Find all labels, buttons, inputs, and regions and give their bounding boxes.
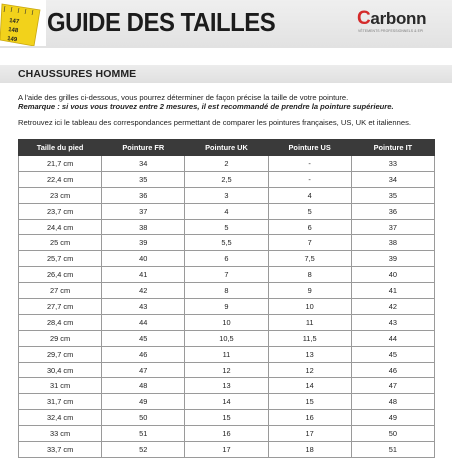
table-row [19,203,435,219]
brand-tagline: VÊTEMENTS PROFESSIONNELS & EPI [358,29,424,33]
table-cell: 48 [102,378,185,394]
table-cell: 39 [351,251,434,267]
measuring-tape-icon [0,0,46,46]
table-cell: 37 [102,203,185,219]
table-cell: 43 [351,314,434,330]
brand-logo [357,9,441,35]
table-cell: 3 [185,187,268,203]
table-cell: 27 cm [19,283,102,299]
table-row [19,378,435,394]
table-cell: 26,4 cm [19,267,102,283]
table-header-row [19,140,435,156]
table-cell: 46 [102,346,185,362]
tape-number: 149 [6,36,18,44]
table-row [19,330,435,346]
column-header: Pointure US [268,140,351,156]
table-cell: 5 [268,203,351,219]
table-row [19,426,435,442]
table-cell: 44 [351,330,434,346]
brand-wordmark [357,9,426,29]
table-cell: 46 [351,362,434,378]
table-cell: 5 [185,219,268,235]
table-cell: 11,5 [268,330,351,346]
table-cell: 5,5 [185,235,268,251]
table-row [19,362,435,378]
table-cell: 29 cm [19,330,102,346]
table-row [19,299,435,315]
table-cell: 24,4 cm [19,219,102,235]
table-cell: 50 [351,426,434,442]
table-cell: 10 [185,314,268,330]
table-row [19,187,435,203]
table-cell: 8 [268,267,351,283]
table-cell: 6 [185,251,268,267]
table-cell: 40 [351,267,434,283]
table-cell: 14 [268,378,351,394]
table-cell: 42 [102,283,185,299]
table-cell: 15 [185,410,268,426]
table-cell: 45 [102,330,185,346]
table-cell: 22,4 cm [19,171,102,187]
table-row [19,394,435,410]
table-cell: 37 [351,219,434,235]
column-header: Pointure UK [185,140,268,156]
column-header: Taille du pied [19,140,102,156]
table-cell: 23,7 cm [19,203,102,219]
table-cell: 10,5 [185,330,268,346]
table-cell: 41 [351,283,434,299]
table-cell: 17 [268,426,351,442]
table-cell: 14 [185,394,268,410]
table-cell: 36 [351,203,434,219]
brand-name: arbonn [370,9,427,28]
page-title: GUIDE DES TAILLES [47,7,276,37]
table-cell: 51 [351,442,434,458]
table-cell: 15 [268,394,351,410]
intro-text: A l'aide des grilles ci-dessous, vous pourrez déterminer de façon précise la taille de votre pointure. [18,93,349,102]
table-cell: 27,7 cm [19,299,102,315]
size-table [18,139,435,458]
tape-number: 148 [7,27,19,35]
table-cell: 48 [351,394,434,410]
table-cell: 12 [268,362,351,378]
table-cell: 25,7 cm [19,251,102,267]
table-cell: 13 [185,378,268,394]
table-row [19,346,435,362]
table-cell: 32,4 cm [19,410,102,426]
table-cell: 36 [102,187,185,203]
table-cell: 28,4 cm [19,314,102,330]
table-cell: 18 [268,442,351,458]
table-cell: 12 [185,362,268,378]
intro-remark: Remarque : si vous vous trouvez entre 2 mesures, il est recommandé de prendre la pointure supérieure. [18,102,394,111]
table-row [19,235,435,251]
table-cell: 38 [351,235,434,251]
table-cell: 33 cm [19,426,102,442]
table-row [19,267,435,283]
table-cell: 30,4 cm [19,362,102,378]
table-cell: 7,5 [268,251,351,267]
table-cell: 7 [185,267,268,283]
table-cell: 45 [351,346,434,362]
table-cell: 10 [268,299,351,315]
intro-text: Retrouvez ici le tableau des correspondances permettant de comparer les pointures françaises, US, UK et italiennes. [18,118,411,127]
table-row [19,283,435,299]
table-cell: 34 [102,156,185,172]
table-cell: 34 [351,171,434,187]
table-row [19,314,435,330]
table-cell: 16 [185,426,268,442]
brand-mark: C [357,8,371,29]
table-cell: 9 [185,299,268,315]
table-cell: 31,7 cm [19,394,102,410]
table-cell: 40 [102,251,185,267]
table-cell: 17 [185,442,268,458]
table-cell: 43 [102,299,185,315]
table-cell: 39 [102,235,185,251]
column-header: Pointure IT [351,140,434,156]
table-cell: 49 [351,410,434,426]
table-cell: 50 [102,410,185,426]
table-row [19,156,435,172]
table-cell: 47 [102,362,185,378]
table-row [19,251,435,267]
table-cell: 4 [268,187,351,203]
table-cell: 33,7 cm [19,442,102,458]
table-cell: 11 [185,346,268,362]
column-header: Pointure FR [102,140,185,156]
table-cell: 7 [268,235,351,251]
table-row [19,171,435,187]
table-row [19,219,435,235]
table-cell: 42 [351,299,434,315]
table-cell: 23 cm [19,187,102,203]
table-row [19,442,435,458]
table-cell: 9 [268,283,351,299]
table-cell: 51 [102,426,185,442]
table-cell: 13 [268,346,351,362]
section-title: CHAUSSURES HOMME [18,68,137,80]
table-cell: 16 [268,410,351,426]
table-cell: 41 [102,267,185,283]
table-cell: 47 [351,378,434,394]
table-cell: 35 [102,171,185,187]
table-cell: 49 [102,394,185,410]
table-cell: 38 [102,219,185,235]
table-cell: 6 [268,219,351,235]
table-cell: 29,7 cm [19,346,102,362]
table-cell: 4 [185,203,268,219]
size-table-body [19,156,435,458]
table-cell: 21,7 cm [19,156,102,172]
table-cell: 8 [185,283,268,299]
table-cell: 52 [102,442,185,458]
table-cell: 25 cm [19,235,102,251]
table-cell: 2,5 [185,171,268,187]
table-row [19,410,435,426]
table-cell: 33 [351,156,434,172]
table-cell: 11 [268,314,351,330]
table-cell: 2 [185,156,268,172]
table-cell: - [268,156,351,172]
table-cell: 31 cm [19,378,102,394]
table-cell: 44 [102,314,185,330]
tape-number: 147 [8,18,20,26]
table-cell: 35 [351,187,434,203]
table-cell: - [268,171,351,187]
